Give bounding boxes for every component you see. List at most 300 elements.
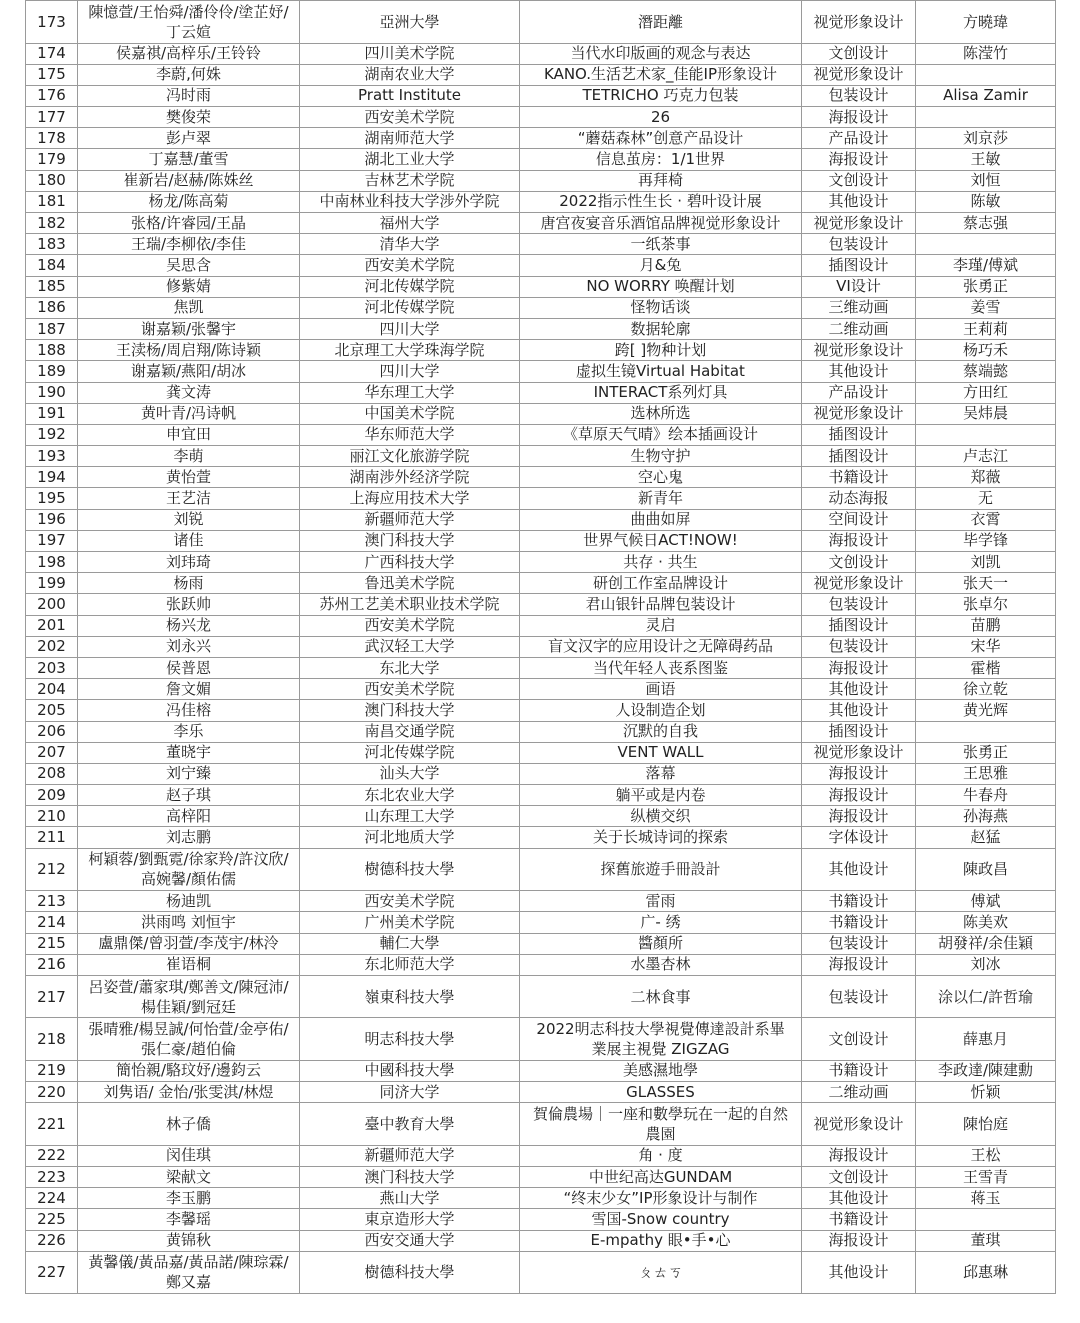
- work-title-cell: GLASSES: [520, 1082, 802, 1103]
- work-title-cell: 沉默的自我: [520, 721, 802, 742]
- category-cell: 包装设计: [802, 975, 916, 1018]
- row-number-cell: 222: [26, 1145, 78, 1166]
- table-row: [26, 891, 1056, 912]
- team-members-cell: 侯普恩: [78, 657, 300, 678]
- team-members-cell: 董晓宇: [78, 742, 300, 763]
- advisor-cell: 蒋玉: [916, 1188, 1056, 1209]
- team-members-cell: 黄锦秋: [78, 1230, 300, 1251]
- row-number-cell: 178: [26, 128, 78, 149]
- advisor-cell: 李政達/陳建勳: [916, 1060, 1056, 1081]
- row-number-cell: 202: [26, 636, 78, 657]
- table-row: [26, 509, 1056, 530]
- row-number-cell: 190: [26, 382, 78, 403]
- team-members-cell: 簡怡親/駱玟妤/邊鈞云: [78, 1060, 300, 1081]
- team-members-cell: 李蔚,何姝: [78, 64, 300, 85]
- advisor-cell: 胡發祥/余佳穎: [916, 933, 1056, 954]
- advisor-cell: 黄光辉: [916, 700, 1056, 721]
- team-members-cell: 修紫婧: [78, 276, 300, 297]
- table-row: [26, 382, 1056, 403]
- category-cell: 其他设计: [802, 700, 916, 721]
- row-number-cell: 217: [26, 975, 78, 1018]
- category-cell: VI设计: [802, 276, 916, 297]
- school-name-cell: 河北地质大学: [300, 827, 520, 848]
- row-number-cell: 183: [26, 234, 78, 255]
- advisor-cell: 杨巧禾: [916, 340, 1056, 361]
- table-row: [26, 573, 1056, 594]
- advisor-cell: 陈敏: [916, 191, 1056, 212]
- work-title-cell: 共存 · 共生: [520, 552, 802, 573]
- work-title-cell: 中世纪高达GUNDAM: [520, 1166, 802, 1187]
- row-number-cell: 194: [26, 467, 78, 488]
- school-name-cell: 西安美术学院: [300, 255, 520, 276]
- category-cell: 空间设计: [802, 509, 916, 530]
- team-members-cell: 冯佳榕: [78, 700, 300, 721]
- advisor-cell: 吴炜晨: [916, 403, 1056, 424]
- advisor-cell: 霍楷: [916, 657, 1056, 678]
- work-title-cell: 月&兔: [520, 255, 802, 276]
- advisor-cell: [916, 234, 1056, 255]
- table-row: [26, 763, 1056, 784]
- row-number-cell: 207: [26, 742, 78, 763]
- team-members-cell: 崔语桐: [78, 954, 300, 975]
- table-row: [26, 276, 1056, 297]
- table-row: [26, 742, 1056, 763]
- advisor-cell: 王莉莉: [916, 318, 1056, 339]
- table-row: [26, 1082, 1056, 1103]
- advisor-cell: 徐立乾: [916, 679, 1056, 700]
- work-title-cell: 26: [520, 107, 802, 128]
- team-members-cell: 焦凯: [78, 297, 300, 318]
- school-name-cell: 中南林业科技大学涉外学院: [300, 191, 520, 212]
- row-number-cell: 185: [26, 276, 78, 297]
- row-number-cell: 189: [26, 361, 78, 382]
- results-table: [25, 0, 1056, 1294]
- table-row: [26, 297, 1056, 318]
- table-row: [26, 530, 1056, 551]
- team-members-cell: 谢嘉颖/燕阳/胡冰: [78, 361, 300, 382]
- table-row: [26, 912, 1056, 933]
- advisor-cell: 刘恒: [916, 170, 1056, 191]
- school-name-cell: 新疆师范大学: [300, 1145, 520, 1166]
- school-name-cell: 中國科技大學: [300, 1060, 520, 1081]
- table-row: [26, 700, 1056, 721]
- school-name-cell: 山东理工大学: [300, 806, 520, 827]
- work-title-cell: 信息茧房：1/1世界: [520, 149, 802, 170]
- work-title-cell: 一纸茶事: [520, 234, 802, 255]
- work-title-cell: 角 · 度: [520, 1145, 802, 1166]
- category-cell: 书籍设计: [802, 1209, 916, 1230]
- work-title-cell: 纵横交织: [520, 806, 802, 827]
- table-row: [26, 657, 1056, 678]
- advisor-cell: Alisa Zamir: [916, 85, 1056, 106]
- advisor-cell: 蔡端懿: [916, 361, 1056, 382]
- team-members-cell: 王渎杨/周启翔/陈诗颖: [78, 340, 300, 361]
- school-name-cell: 四川大学: [300, 318, 520, 339]
- advisor-cell: 卢志江: [916, 446, 1056, 467]
- table-row: [26, 213, 1056, 234]
- work-title-cell: 虚拟生镜Virtual Habitat: [520, 361, 802, 382]
- table-row: [26, 318, 1056, 339]
- work-title-cell: E-mpathy 眼•手•心: [520, 1230, 802, 1251]
- table-row: [26, 679, 1056, 700]
- advisor-cell: 刘京莎: [916, 128, 1056, 149]
- school-name-cell: 西安美术学院: [300, 679, 520, 700]
- team-members-cell: 黄怡萱: [78, 467, 300, 488]
- row-number-cell: 197: [26, 530, 78, 551]
- table-row: [26, 85, 1056, 106]
- school-name-cell: 西安交通大学: [300, 1230, 520, 1251]
- row-number-cell: 226: [26, 1230, 78, 1251]
- category-cell: 其他设计: [802, 1188, 916, 1209]
- category-cell: 海报设计: [802, 806, 916, 827]
- advisor-cell: 忻颖: [916, 1082, 1056, 1103]
- team-members-cell: 杨龙/陈高菊: [78, 191, 300, 212]
- table-row: [26, 806, 1056, 827]
- category-cell: 包装设计: [802, 594, 916, 615]
- category-cell: 包装设计: [802, 933, 916, 954]
- work-title-cell: 唐宫夜宴音乐酒馆品牌视觉形象设计: [520, 213, 802, 234]
- team-members-cell: 李乐: [78, 721, 300, 742]
- work-title-cell: 新青年: [520, 488, 802, 509]
- table-row: [26, 43, 1056, 64]
- team-members-cell: 洪雨鸣 刘恒宇: [78, 912, 300, 933]
- school-name-cell: 河北传媒学院: [300, 276, 520, 297]
- category-cell: 其他设计: [802, 848, 916, 891]
- advisor-cell: 陳政昌: [916, 848, 1056, 891]
- school-name-cell: 樹德科技大學: [300, 1251, 520, 1294]
- table-row: [26, 615, 1056, 636]
- row-number-cell: 179: [26, 149, 78, 170]
- team-members-cell: 陳憶萱/王怡舜/潘伶伶/塗芷妤/ 丁云媗: [78, 1, 300, 44]
- row-number-cell: 173: [26, 1, 78, 44]
- school-name-cell: 南昌交通学院: [300, 721, 520, 742]
- team-members-cell: 梁献文: [78, 1166, 300, 1187]
- category-cell: 包装设计: [802, 85, 916, 106]
- school-name-cell: 臺中教育大學: [300, 1103, 520, 1146]
- row-number-cell: 195: [26, 488, 78, 509]
- work-title-cell: 跨[ ]物种计划: [520, 340, 802, 361]
- category-cell: 插图设计: [802, 424, 916, 445]
- team-members-cell: 刘隽语/ 金怡/张雯淇/林煜: [78, 1082, 300, 1103]
- school-name-cell: 西安美术学院: [300, 891, 520, 912]
- table-row: [26, 149, 1056, 170]
- row-number-cell: 213: [26, 891, 78, 912]
- category-cell: 视觉形象设计: [802, 64, 916, 85]
- category-cell: 文创设计: [802, 1166, 916, 1187]
- work-title-cell: 生物守护: [520, 446, 802, 467]
- row-number-cell: 210: [26, 806, 78, 827]
- row-number-cell: 220: [26, 1082, 78, 1103]
- row-number-cell: 212: [26, 848, 78, 891]
- category-cell: 视觉形象设计: [802, 340, 916, 361]
- table-row: [26, 1188, 1056, 1209]
- school-name-cell: 燕山大学: [300, 1188, 520, 1209]
- work-title-cell: 怪物话谈: [520, 297, 802, 318]
- advisor-cell: [916, 721, 1056, 742]
- team-members-cell: 李萌: [78, 446, 300, 467]
- row-number-cell: 201: [26, 615, 78, 636]
- team-members-cell: 丁嘉慧/董雪: [78, 149, 300, 170]
- category-cell: 视觉形象设计: [802, 213, 916, 234]
- table-row: [26, 234, 1056, 255]
- work-title-cell: 雷雨: [520, 891, 802, 912]
- team-members-cell: 张跃帅: [78, 594, 300, 615]
- category-cell: 插图设计: [802, 255, 916, 276]
- row-number-cell: 192: [26, 424, 78, 445]
- team-members-cell: 张格/许睿园/王晶: [78, 213, 300, 234]
- category-cell: 视觉形象设计: [802, 742, 916, 763]
- category-cell: 视觉形象设计: [802, 573, 916, 594]
- row-number-cell: 200: [26, 594, 78, 615]
- row-number-cell: 203: [26, 657, 78, 678]
- work-title-cell: 賀倫農場｜一座和數學玩在一起的自然 農園: [520, 1103, 802, 1146]
- row-number-cell: 215: [26, 933, 78, 954]
- row-number-cell: 219: [26, 1060, 78, 1081]
- table-row: [26, 848, 1056, 891]
- category-cell: 字体设计: [802, 827, 916, 848]
- work-title-cell: 再拜椅: [520, 170, 802, 191]
- work-title-cell: 探舊旅遊手冊設計: [520, 848, 802, 891]
- row-number-cell: 216: [26, 954, 78, 975]
- row-number-cell: 198: [26, 552, 78, 573]
- school-name-cell: 广州美术学院: [300, 912, 520, 933]
- team-members-cell: 黄叶青/冯诗帆: [78, 403, 300, 424]
- advisor-cell: [916, 64, 1056, 85]
- work-title-cell: 躺平或是内卷: [520, 785, 802, 806]
- advisor-cell: 陈美欢: [916, 912, 1056, 933]
- advisor-cell: [916, 424, 1056, 445]
- work-title-cell: 空心鬼: [520, 467, 802, 488]
- advisor-cell: 蔡志强: [916, 213, 1056, 234]
- table-row: [26, 340, 1056, 361]
- work-title-cell: 美感濕地學: [520, 1060, 802, 1081]
- category-cell: 二维动画: [802, 1082, 916, 1103]
- school-name-cell: 湖南师范大学: [300, 128, 520, 149]
- table-row: [26, 361, 1056, 382]
- work-title-cell: 选林所选: [520, 403, 802, 424]
- work-title-cell: 世界气候日ACT!NOW!: [520, 530, 802, 551]
- table-row: [26, 827, 1056, 848]
- advisor-cell: 郑薇: [916, 467, 1056, 488]
- advisor-cell: 宋华: [916, 636, 1056, 657]
- team-members-cell: 呂姿萱/蕭家琪/鄭善文/陳冠沛/ 楊佳穎/劉冠廷: [78, 975, 300, 1018]
- row-number-cell: 182: [26, 213, 78, 234]
- school-name-cell: 東京造形大学: [300, 1209, 520, 1230]
- team-members-cell: 林子僑: [78, 1103, 300, 1146]
- school-name-cell: 汕头大学: [300, 763, 520, 784]
- team-members-cell: 刘志鹏: [78, 827, 300, 848]
- row-number-cell: 199: [26, 573, 78, 594]
- table-row: [26, 594, 1056, 615]
- advisor-cell: 衣霄: [916, 509, 1056, 530]
- work-title-cell: 潛距離: [520, 1, 802, 44]
- row-number-cell: 176: [26, 85, 78, 106]
- work-title-cell: ㄆㄊㄎ: [520, 1251, 802, 1294]
- table-row: [26, 170, 1056, 191]
- team-members-cell: 李馨瑶: [78, 1209, 300, 1230]
- team-members-cell: 冯时雨: [78, 85, 300, 106]
- school-name-cell: 新疆师范大学: [300, 509, 520, 530]
- advisor-cell: 邱惠琳: [916, 1251, 1056, 1294]
- row-number-cell: 184: [26, 255, 78, 276]
- category-cell: 书籍设计: [802, 912, 916, 933]
- school-name-cell: 湖南农业大学: [300, 64, 520, 85]
- school-name-cell: 澳门科技大学: [300, 1166, 520, 1187]
- school-name-cell: 东北师范大学: [300, 954, 520, 975]
- team-members-cell: 崔新岩/赵赫/陈姝丝: [78, 170, 300, 191]
- category-cell: 插图设计: [802, 615, 916, 636]
- school-name-cell: 东北大学: [300, 657, 520, 678]
- advisor-cell: 薛惠月: [916, 1018, 1056, 1061]
- table-row: [26, 721, 1056, 742]
- work-title-cell: 人设制造企划: [520, 700, 802, 721]
- work-title-cell: 君山银针品牌包装设计: [520, 594, 802, 615]
- school-name-cell: 輔仁大學: [300, 933, 520, 954]
- work-title-cell: 2022指示性生长 · 碧叶设计展: [520, 191, 802, 212]
- table-row: [26, 1145, 1056, 1166]
- row-number-cell: 223: [26, 1166, 78, 1187]
- table-row: [26, 446, 1056, 467]
- table-row: [26, 467, 1056, 488]
- team-members-cell: 彭卢翠: [78, 128, 300, 149]
- work-title-cell: 数据轮廓: [520, 318, 802, 339]
- category-cell: 书籍设计: [802, 891, 916, 912]
- team-members-cell: 詹文媚: [78, 679, 300, 700]
- category-cell: 包装设计: [802, 636, 916, 657]
- team-members-cell: 王瑞/李柳依/李佳: [78, 234, 300, 255]
- category-cell: 视觉形象设计: [802, 403, 916, 424]
- work-title-cell: 研创工作室品牌设计: [520, 573, 802, 594]
- advisor-cell: 董琪: [916, 1230, 1056, 1251]
- advisor-cell: 方田红: [916, 382, 1056, 403]
- row-number-cell: 211: [26, 827, 78, 848]
- advisor-cell: 张勇正: [916, 742, 1056, 763]
- category-cell: 书籍设计: [802, 467, 916, 488]
- school-name-cell: 东北农业大学: [300, 785, 520, 806]
- school-name-cell: 华东师范大学: [300, 424, 520, 445]
- advisor-cell: 王松: [916, 1145, 1056, 1166]
- work-title-cell: 关于长城诗词的探索: [520, 827, 802, 848]
- school-name-cell: 澳门科技大学: [300, 700, 520, 721]
- school-name-cell: 丽江文化旅游学院: [300, 446, 520, 467]
- work-title-cell: 水墨杏林: [520, 954, 802, 975]
- work-title-cell: 2022明志科技大學視覺傳達設計系畢 業展主視覺 ZIGZAG: [520, 1018, 802, 1061]
- school-name-cell: 同济大学: [300, 1082, 520, 1103]
- category-cell: 产品设计: [802, 382, 916, 403]
- advisor-cell: 王敏: [916, 149, 1056, 170]
- table-row: [26, 636, 1056, 657]
- table-row: [26, 1, 1056, 44]
- work-title-cell: 雪国-Snow country: [520, 1209, 802, 1230]
- table-row: [26, 255, 1056, 276]
- work-title-cell: VENT WALL: [520, 742, 802, 763]
- category-cell: 海报设计: [802, 763, 916, 784]
- advisor-cell: 张天一: [916, 573, 1056, 594]
- school-name-cell: 苏州工艺美术职业技术学院: [300, 594, 520, 615]
- school-name-cell: 四川美术学院: [300, 43, 520, 64]
- row-number-cell: 175: [26, 64, 78, 85]
- table-row: [26, 785, 1056, 806]
- row-number-cell: 196: [26, 509, 78, 530]
- row-number-cell: 225: [26, 1209, 78, 1230]
- work-title-cell: 当代年轻人丧系图鉴: [520, 657, 802, 678]
- team-members-cell: 杨迪凯: [78, 891, 300, 912]
- row-number-cell: 208: [26, 763, 78, 784]
- team-members-cell: 高梓阳: [78, 806, 300, 827]
- team-members-cell: 诸佳: [78, 530, 300, 551]
- team-members-cell: 柯穎蓉/劉甄霓/徐家羚/許汶欣/ 高婉馨/顏佑儒: [78, 848, 300, 891]
- table-row: [26, 1230, 1056, 1251]
- table-row: [26, 128, 1056, 149]
- advisor-cell: 毕学锋: [916, 530, 1056, 551]
- table-row: [26, 1251, 1056, 1294]
- category-cell: 动态海报: [802, 488, 916, 509]
- advisor-cell: 张勇正: [916, 276, 1056, 297]
- advisor-cell: 牛春舟: [916, 785, 1056, 806]
- team-members-cell: 闵佳琪: [78, 1145, 300, 1166]
- school-name-cell: 湖北工业大学: [300, 149, 520, 170]
- table-row: [26, 1209, 1056, 1230]
- table-row: [26, 954, 1056, 975]
- advisor-cell: [916, 107, 1056, 128]
- advisor-cell: 刘冰: [916, 954, 1056, 975]
- category-cell: 其他设计: [802, 679, 916, 700]
- work-title-cell: 落幕: [520, 763, 802, 784]
- table-row: [26, 64, 1056, 85]
- row-number-cell: 191: [26, 403, 78, 424]
- work-title-cell: 盲文汉字的应用设计之无障碍药品: [520, 636, 802, 657]
- school-name-cell: 福州大学: [300, 213, 520, 234]
- category-cell: 包装设计: [802, 234, 916, 255]
- row-number-cell: 177: [26, 107, 78, 128]
- row-number-cell: 205: [26, 700, 78, 721]
- work-title-cell: “终末少女”IP形象设计与制作: [520, 1188, 802, 1209]
- row-number-cell: 186: [26, 297, 78, 318]
- school-name-cell: 清华大学: [300, 234, 520, 255]
- row-number-cell: 227: [26, 1251, 78, 1294]
- team-members-cell: 李玉鹏: [78, 1188, 300, 1209]
- table-row: [26, 107, 1056, 128]
- work-title-cell: 画语: [520, 679, 802, 700]
- team-members-cell: 杨兴龙: [78, 615, 300, 636]
- school-name-cell: Pratt Institute: [300, 85, 520, 106]
- category-cell: 插图设计: [802, 446, 916, 467]
- category-cell: 文创设计: [802, 170, 916, 191]
- team-members-cell: 赵子琪: [78, 785, 300, 806]
- category-cell: 文创设计: [802, 552, 916, 573]
- school-name-cell: 明志科技大學: [300, 1018, 520, 1061]
- advisor-cell: 陳怡庭: [916, 1103, 1056, 1146]
- school-name-cell: 吉林艺术学院: [300, 170, 520, 191]
- team-members-cell: 王艺洁: [78, 488, 300, 509]
- school-name-cell: 河北传媒学院: [300, 742, 520, 763]
- table-row: [26, 1166, 1056, 1187]
- work-title-cell: 醬顏所: [520, 933, 802, 954]
- team-members-cell: 樊俊荣: [78, 107, 300, 128]
- team-members-cell: 申宜田: [78, 424, 300, 445]
- category-cell: 二维动画: [802, 318, 916, 339]
- school-name-cell: 西安美术学院: [300, 615, 520, 636]
- advisor-cell: 刘凯: [916, 552, 1056, 573]
- category-cell: 海报设计: [802, 1230, 916, 1251]
- school-name-cell: 樹德科技大學: [300, 848, 520, 891]
- table-row: [26, 1060, 1056, 1081]
- school-name-cell: 上海应用技术大学: [300, 488, 520, 509]
- school-name-cell: 四川大学: [300, 361, 520, 382]
- work-title-cell: 灵启: [520, 615, 802, 636]
- work-title-cell: “蘑菇森林”创意产品设计: [520, 128, 802, 149]
- team-members-cell: 杨雨: [78, 573, 300, 594]
